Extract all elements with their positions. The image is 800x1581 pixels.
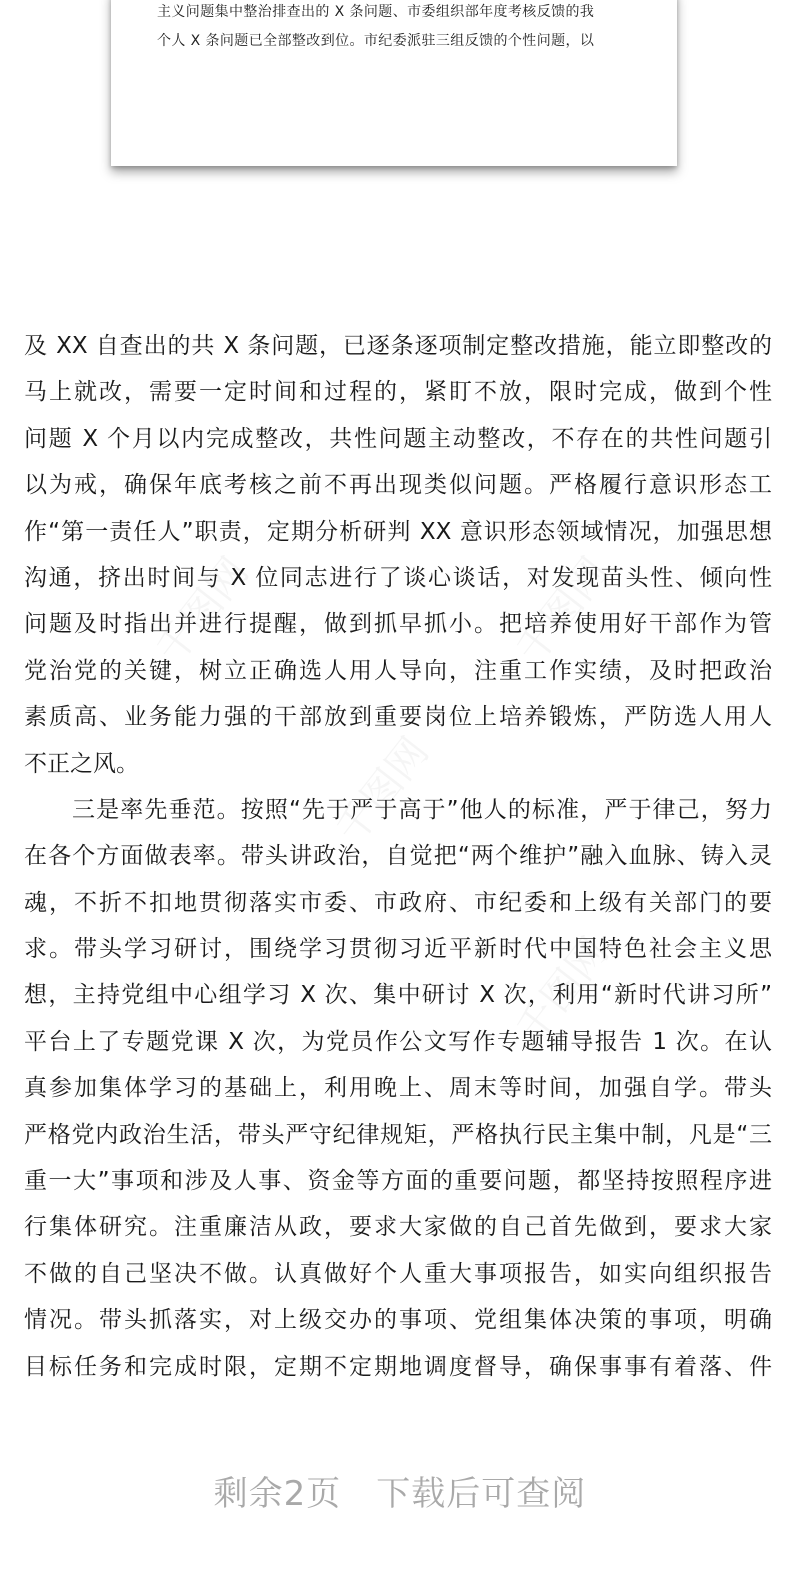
paragraph-line: 马上就改，需要一定时间和过程的，紧盯不放，限时完成，做到个性 <box>24 379 772 406</box>
document-body <box>24 323 772 1390</box>
watermark: 千图网 <box>507 929 618 1053</box>
paragraph-line: 以为戒，确保年底考核之前不再出现类似问题。严格履行意识形态工 <box>24 472 772 499</box>
preview-line: 个人 X 条问题已全部整改到位。市纪委派驻三组反馈的个性问题，以 <box>157 33 595 49</box>
paragraph-line: 及 XX 自查出的共 X 条问题，已逐条逐项制定整改措施，能立即整改的 <box>24 333 772 359</box>
paragraph-line: 真参加集体学习的基础上，利用晚上、周末等时间，加强自学。带头 <box>24 1075 772 1102</box>
paragraph-line: 不正之风。 <box>24 750 139 777</box>
paragraph-line: 沟通，挤出时间与 X 位同志进行了谈心谈话，对发现苗头性、倾向性 <box>24 564 772 591</box>
paragraph-line: 严格党内政治生活，带头严守纪律规矩，严格执行民主集中制，凡是“三 <box>24 1121 772 1148</box>
paragraph-line: 不做的自己坚决不做。认真做好个人重大事项报告，如实向组织报告 <box>24 1260 772 1287</box>
watermark: 千图网 <box>147 549 258 673</box>
preview-line: 主义问题集中整治排查出的 X 条问题、市委组织部年度考核反馈的我 <box>157 4 595 20</box>
paragraph-line: 问题及时指出并进行提醒，做到抓早抓小。把培养使用好干部作为管 <box>24 611 772 638</box>
paragraph-line: 行集体研究。注重廉洁从政，要求大家做的自己首先做到，要求大家 <box>24 1214 772 1241</box>
watermark: 千图网 <box>507 549 618 673</box>
paragraph-line: 想，主持党组中心组学习 X 次、集中研讨 X 次，利用“新时代讲习所” <box>24 982 772 1009</box>
watermark: 千图网 <box>327 729 438 853</box>
paragraph-line: 平台上了专题党课 X 次，为党员作公文写作专题辅导报告 1 次。在认 <box>24 1028 772 1055</box>
paragraph-line: 作“第一责任人”职责，定期分析研判 XX 意识形态领域情况，加强思想 <box>24 518 772 545</box>
paragraph-line: 素质高、业务能力强的干部放到重要岗位上培养锻炼，严防选人用人 <box>24 704 772 731</box>
download-prompt[interactable]: 剩余2页 下载后可查阅 <box>213 1474 587 1514</box>
paragraph-line: 目标任务和完成时限，定期不定期地调度督导，确保事事有着落、件 <box>24 1353 772 1380</box>
paragraph-line: 求。带头学习研讨，围绕学习贯彻习近平新时代中国特色社会主义思 <box>24 936 772 963</box>
paragraph-line: 三是率先垂范。按照“先于严于高于”他人的标准，严于律己，努力 <box>72 796 772 823</box>
paragraph-line: 魂，不折不扣地贯彻落实市委、市政府、市纪委和上级有关部门的要 <box>24 889 772 916</box>
document-preview-card <box>111 0 677 166</box>
paragraph-line: 情况。带头抓落实，对上级交办的事项、党组集体决策的事项，明确 <box>24 1307 772 1334</box>
paragraph-line: 党治党的关键，树立正确选人用人导向，注重工作实绩，及时把政治 <box>24 657 772 684</box>
paragraph-line: 重一大”事项和涉及人事、资金等方面的重要问题，都坚持按照程序进 <box>24 1168 772 1195</box>
paragraph-line: 在各个方面做表率。带头讲政治，自觉把“两个维护”融入血脉、铸入灵 <box>24 843 772 870</box>
paragraph-line: 问题 X 个月以内完成整改，共性问题主动整改，不存在的共性问题引 <box>24 425 772 452</box>
